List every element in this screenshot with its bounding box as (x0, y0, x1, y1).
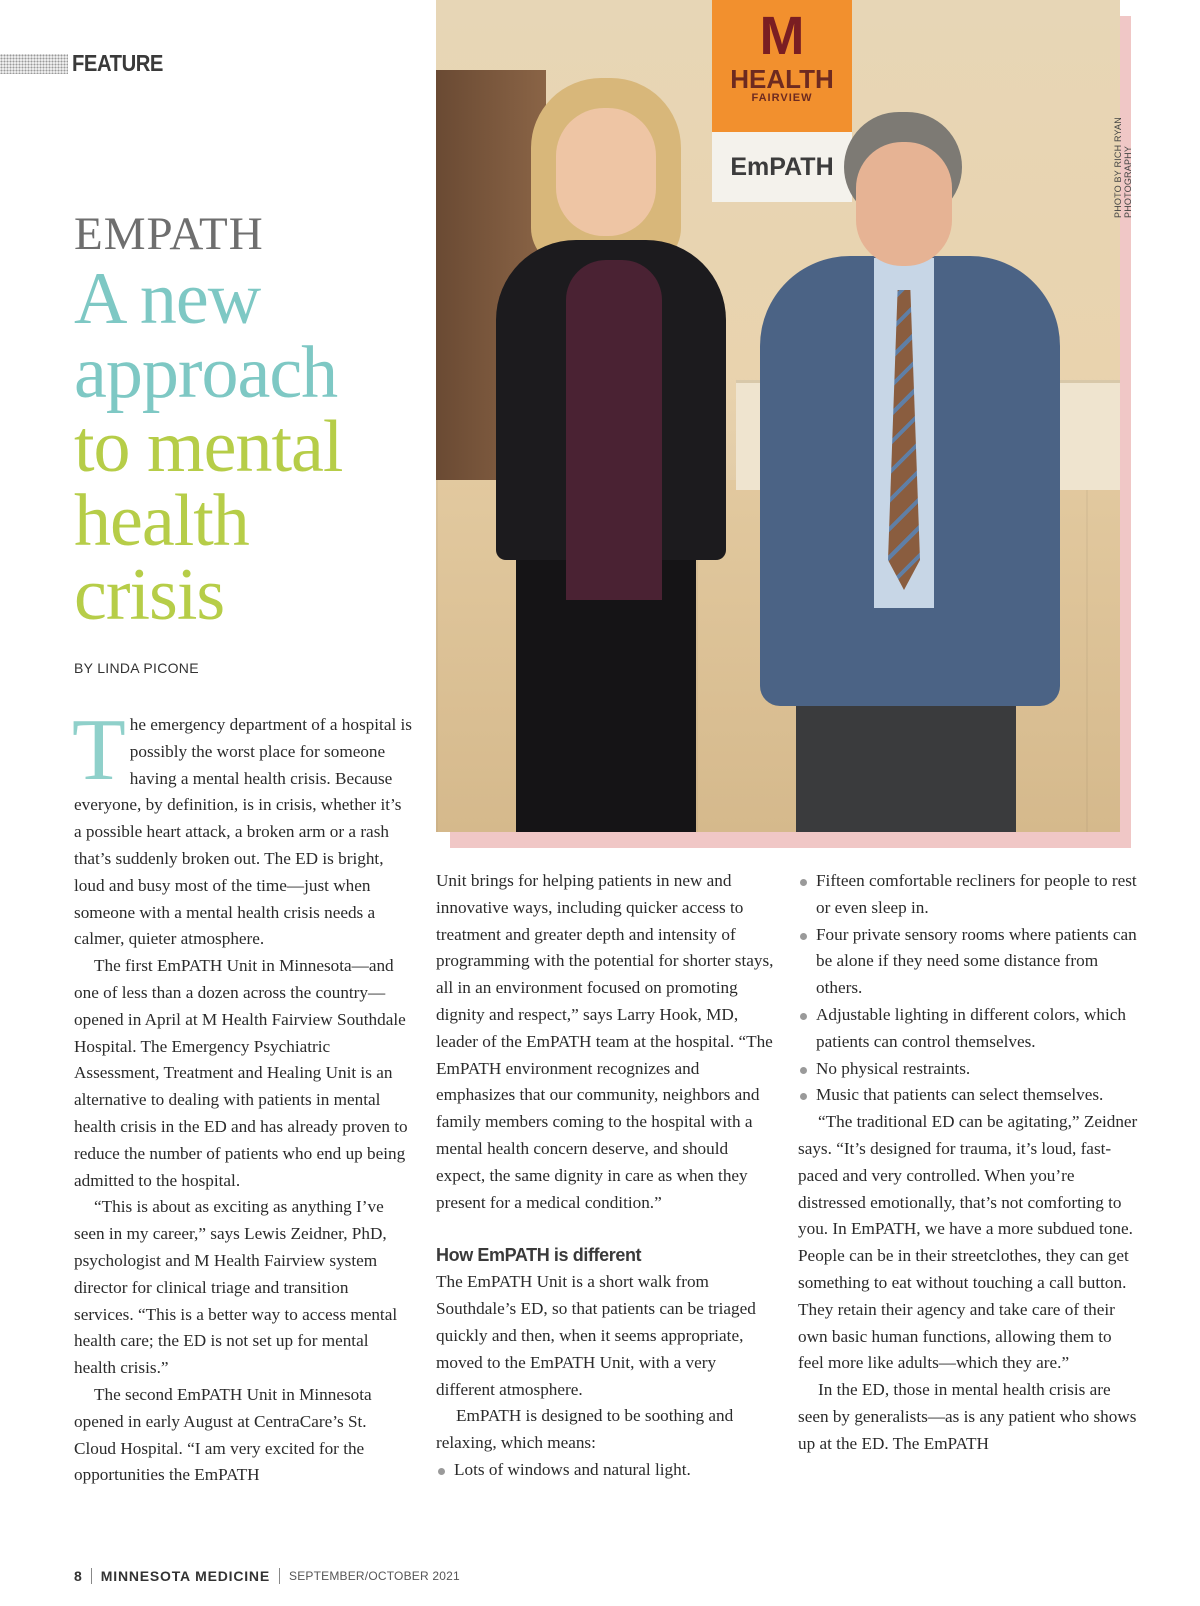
man-face (856, 142, 952, 266)
feature-photo (436, 0, 1120, 832)
byline: BY LINDA PICONE (74, 660, 199, 676)
headline-line-3: to mental (74, 406, 343, 488)
page-footer (74, 1568, 460, 1584)
title-kicker: EMPATH (74, 208, 264, 260)
subhead: How EmPATH is different (436, 1245, 642, 1266)
paragraph-2: The first EmPATH Unit in Minnesota—and one of less than a dozen across the country—opened in April at M Health Fairview Southdale Hospital. The Emergency Psychiatric Assessment, Treatment and Healing Unit is an alternative to dealing with patients in mental health crisis in the ED and has already proven to reduce the number of patients who end up being admitted to the hospital. (74, 956, 408, 1190)
sign-health-text: HEALTH (730, 64, 834, 94)
paragraph-8: “The traditional ED can be agitating,” Zeidner says. “It’s designed for trauma, it’s loud, fast-paced and very controlled. When you’re distressed emotionally, that’s not comforting to you. In EmPATH, we have a more subdued tone. People can be in their streetclothes, they can get something to eat without touching a call button. They retain their agency and take care of their own basic human functions, allowing them to feel more like adults—which they are.” (798, 1112, 1138, 1373)
magazine-name: MINNESOTA MEDICINE (100, 1568, 270, 1584)
bullet-item: Four private sensory rooms where patients can be alone if they need some distance from others. (798, 922, 1138, 1002)
bullet-list-1 (436, 1457, 776, 1484)
column-3 (798, 868, 1138, 1458)
woman-top (566, 260, 662, 600)
section-tag (0, 50, 175, 77)
column-1 (72, 702, 412, 1489)
woman-face (556, 108, 656, 236)
paragraph-1-text: he emergency department of a hospital is possibly the worst place for someone having a mental health crisis. Because everyone, by definition, is in crisis, whether it’s a possible heart attack, a broken arm or a rash that’s suddenly broken out. The ED is bright, loud and busy most of the time—just when someone with a mental health crisis needs a calmer, quieter atmosphere. (74, 715, 412, 949)
paragraph-5: Unit brings for helping patients in new and innovative ways, including quicker access to treatment and greater depth and intensity of programming with the potential for shorter stays, all in an environment focused on promoting dignity and respect,” says Larry Hook, MD, leader of the EmPATH team at the hospital. “The EmPATH environment recognizes and emphasizes that our community, neighbors and family members coming to the hospital with a mental health concern deserve, and should expect, the same dignity in care as when they present for a medical condition.” (436, 871, 774, 1212)
bullet-item: Lots of windows and natural light. (436, 1457, 776, 1484)
dot-pattern (0, 54, 68, 74)
paragraph-9: In the ED, those in mental health crisis are seen by generalists—as is any patient who shows up at the ED. The EmPATH (798, 1380, 1137, 1453)
man-legs (796, 700, 1016, 832)
sign-empath-text: EmPATH (730, 153, 834, 181)
bullet-list-2 (798, 868, 1138, 1109)
m-health-sign (712, 0, 852, 132)
headline-line-4: health (74, 480, 249, 562)
paragraph-1 (72, 702, 412, 953)
paragraph-4: The second EmPATH Unit in Minnesota opened in early August at CentraCare’s St. Cloud Hospital. “I am very excited for the opportunities the EmPATH (74, 1384, 372, 1485)
footer-divider (279, 1568, 280, 1584)
issue-date: SEPTEMBER/OCTOBER 2021 (288, 1569, 460, 1583)
headline-line-1: A new (74, 258, 261, 340)
m-logo-icon: M (759, 6, 805, 66)
section-label: FEATURE (72, 50, 163, 76)
headline (74, 258, 343, 636)
headline-line-5: crisis (74, 554, 225, 636)
headline-line-2: approach (74, 332, 338, 414)
paragraph-6: The EmPATH Unit is a short walk from Southdale’s ED, so that patients can be triaged quickly and then, when it seems appropriate, moved to the EmPATH Unit, with a very different atmosphere. (436, 1272, 756, 1399)
drop-cap: T (72, 702, 126, 799)
bullet-item: Adjustable lighting in different colors, which patients can control themselves. (798, 1002, 1138, 1056)
bullet-item: No physical restraints. (798, 1056, 1138, 1083)
page-number: 8 (74, 1568, 82, 1584)
photo-credit: PHOTO BY RICH RYAN PHOTOGRAPHY (1113, 117, 1133, 218)
footer-divider (91, 1568, 92, 1584)
sign-fairview-text: FAIRVIEW (751, 92, 813, 104)
paragraph-7: EmPATH is designed to be soothing and relaxing, which means: (436, 1406, 734, 1453)
bullet-item: Music that patients can select themselves. (798, 1082, 1138, 1109)
column-2 (436, 868, 776, 1484)
woman-legs (516, 560, 696, 832)
empath-sign (712, 132, 852, 202)
paragraph-3: “This is about as exciting as anything I’ve seen in my career,” says Lewis Zeidner, PhD, psychologist and M Health Fairview system director for clinical triage and transition services. “This is a better way to access mental health care; the ED is not set up for mental health crisis.” (74, 1197, 398, 1378)
bullet-item: Fifteen comfortable recliners for people to rest or even sleep in. (798, 868, 1138, 922)
